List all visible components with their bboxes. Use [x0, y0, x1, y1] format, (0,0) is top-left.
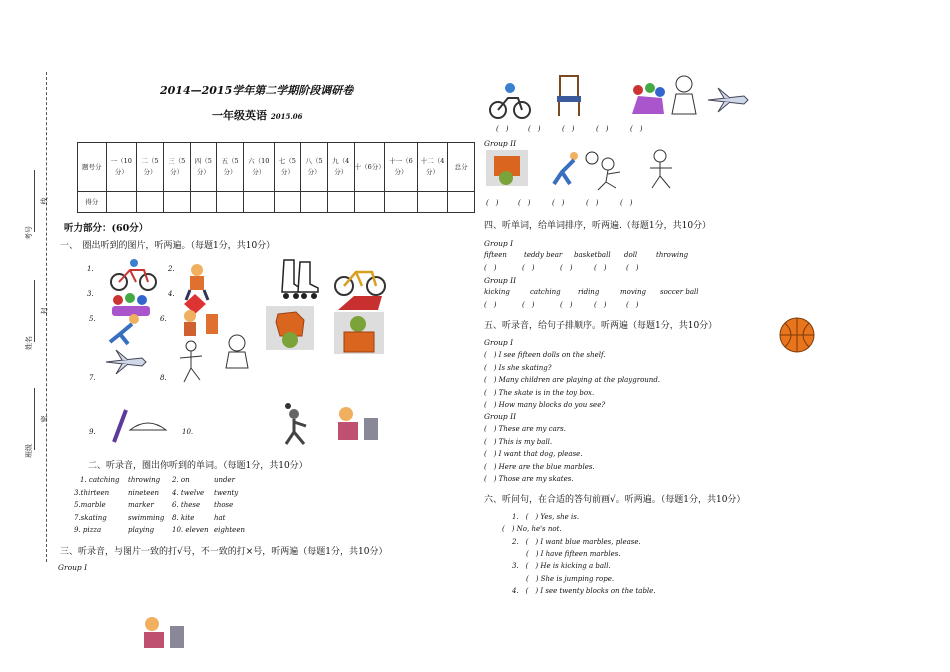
score-cell[interactable]	[417, 192, 448, 213]
q6-answer-option[interactable]: 2. ( ) I want blue marbles, please.	[512, 537, 641, 546]
q2-word[interactable]: throwing	[128, 476, 161, 484]
answer-bracket[interactable]: ( )	[596, 125, 609, 133]
q1-num-7: 7.	[89, 374, 96, 382]
q3-title: 三、听录音，与图片一致的打√号，不一致的打×号，听两遍（每题1分，共10分）	[60, 547, 388, 557]
airplane-icon	[102, 346, 148, 376]
q5-group2-label: Group II	[484, 412, 517, 421]
answer-bracket[interactable]: ( )	[626, 301, 639, 309]
banji-underline	[34, 388, 35, 450]
q2-word[interactable]: playing	[128, 526, 155, 534]
q6-answer-option[interactable]: ( ) No, he's not.	[502, 525, 562, 534]
doll-icon	[668, 74, 700, 118]
q5-sentence[interactable]: ( ) These are my cars.	[484, 425, 566, 433]
q1-num-10: 10.	[182, 428, 194, 436]
q2-word[interactable]: nineteen	[128, 488, 160, 497]
q4-word: moving	[620, 288, 647, 296]
q2-word[interactable]: hat	[214, 513, 226, 522]
child-catching-icon	[104, 312, 144, 348]
score-cell[interactable]	[301, 192, 328, 213]
q4-word: throwing	[656, 251, 689, 259]
score-header-cell: 六（10分）	[243, 143, 274, 192]
q6-answer-option[interactable]: ( ) She is jumping rope.	[526, 574, 615, 583]
chair-icon	[554, 74, 584, 118]
q6-answer-option[interactable]: 1. ( ) Yes, she is.	[512, 513, 580, 521]
q5-sentence[interactable]: ( ) Is she skating?	[484, 363, 552, 372]
score-header-cell: 五（5分）	[217, 143, 244, 192]
q5-sentence[interactable]: ( ) How many blocks do you see?	[484, 401, 606, 409]
dancer-icon	[174, 340, 208, 384]
score-header-cell: 四（5分）	[190, 143, 217, 192]
child-block-icon	[136, 614, 190, 650]
page-subtitle	[212, 107, 303, 123]
q2-word[interactable]: 2. on	[172, 476, 190, 484]
q1-num-2: 2.	[168, 265, 175, 273]
margin-kaohao: 考号	[25, 226, 33, 240]
margin-banji: 班级	[25, 444, 33, 458]
q5-group1-label: Group I	[484, 338, 514, 347]
score-header-cell: 九（4分）	[327, 143, 354, 192]
score-header-cell: 七（5分）	[274, 143, 301, 192]
bicycle-icon	[108, 258, 160, 292]
q5-sentence[interactable]: ( ) Here are the blue marbles.	[484, 462, 595, 471]
q4-word: teddy bear	[524, 251, 563, 259]
score-cell[interactable]	[327, 192, 354, 213]
answer-bracket[interactable]: ( )	[620, 199, 633, 207]
q2-word[interactable]: marker	[128, 501, 154, 509]
goalkeeper-icon	[548, 150, 584, 190]
score-row-label: 得分	[78, 192, 107, 213]
basketball-icon	[778, 316, 816, 354]
q2-word[interactable]: 7.skating	[74, 513, 107, 522]
answer-bracket[interactable]: ( )	[630, 125, 643, 133]
score-cell[interactable]	[190, 192, 217, 213]
binding-line	[46, 72, 47, 562]
doll-icon	[222, 334, 252, 374]
score-cell[interactable]	[217, 192, 244, 213]
score-cell[interactable]	[137, 192, 164, 213]
soccer-icon	[584, 150, 624, 192]
q2-word[interactable]: under	[214, 476, 235, 484]
listening-title: 听力部分：(60分）	[64, 223, 149, 234]
q2-title: 二、听录音，圈出你听到的单词。（每题1分，共10分）	[88, 461, 308, 471]
margin-mi: 密	[40, 415, 49, 423]
margin-feng: 封	[40, 307, 49, 315]
score-header-cell: 二（5分）	[137, 143, 164, 192]
q2-word[interactable]: 10. eleven	[172, 526, 209, 534]
subject-label: 一年级英语	[212, 109, 267, 122]
answer-bracket[interactable]: ( )	[594, 264, 607, 272]
q1-num-5: 5.	[89, 315, 96, 323]
score-header-cell: 八（5分）	[301, 143, 328, 192]
answer-bracket[interactable]: ( )	[626, 264, 639, 272]
answer-bracket[interactable]: ( )	[594, 301, 607, 309]
block-ball-icon	[266, 306, 314, 350]
q1-num-8: 8.	[160, 374, 167, 382]
q4-word: kicking	[484, 288, 510, 296]
answer-bracket[interactable]: ( )	[562, 125, 575, 133]
q2-word[interactable]: 3.thirteen	[74, 488, 110, 497]
q2-word[interactable]: 1. catching	[80, 476, 120, 484]
answer-bracket[interactable]: ( )	[496, 125, 509, 133]
q2-word[interactable]: those	[214, 501, 234, 509]
q1-num-1: 1.	[87, 265, 94, 273]
answer-bracket[interactable]: ( )	[560, 301, 573, 309]
roller-skates-icon	[278, 256, 322, 300]
kaohao-underline	[34, 170, 35, 232]
score-cell[interactable]	[106, 192, 137, 213]
answer-bracket[interactable]: ( )	[552, 199, 565, 207]
q4-word: basketball	[574, 251, 611, 259]
answer-bracket[interactable]: ( )	[486, 199, 499, 207]
q5-title: 五、听录音，给句子排顺序。听两遍（每题1分，共10分）	[484, 321, 718, 331]
q5-sentence[interactable]: ( ) Those are my skates.	[484, 475, 574, 483]
q4-word: riding	[578, 288, 600, 296]
q4-group1-label: Group I	[484, 239, 514, 248]
airplane-icon	[704, 86, 750, 114]
xingming-underline	[34, 280, 35, 342]
q5-sentence[interactable]: ( ) I want that dog, please.	[484, 450, 583, 458]
answer-bracket[interactable]: ( )	[484, 301, 497, 309]
q4-word: catching	[530, 288, 561, 296]
bicycle-icon	[488, 80, 532, 120]
answer-bracket[interactable]: ( )	[522, 301, 535, 309]
answer-bracket[interactable]: ( )	[586, 199, 599, 207]
q2-word[interactable]: 9. pizza	[74, 526, 102, 534]
skater-icon	[644, 148, 680, 192]
score-cell[interactable]	[448, 192, 475, 213]
q4-word: soccer ball	[660, 288, 699, 296]
marker-hat-icon	[108, 406, 168, 444]
score-header-cell: 题号分	[78, 143, 107, 192]
ball-block-icon	[334, 312, 384, 354]
score-table	[77, 142, 475, 213]
q6-answer-option[interactable]: 4. ( ) I see twenty blocks on the table.	[512, 586, 656, 595]
player-throwing-icon	[278, 402, 310, 446]
score-header-cell: 十（6分）	[354, 143, 385, 192]
answer-bracket[interactable]: ( )	[484, 264, 497, 272]
q4-word: fifteen	[484, 251, 507, 259]
margin-xian: 线	[40, 197, 49, 205]
q2-word[interactable]: twenty	[214, 488, 239, 497]
q2-word[interactable]: 5.marble	[74, 501, 106, 509]
score-header-cell: 总分	[448, 143, 475, 192]
q6-answer-option[interactable]: 3. ( ) He is kicking a ball.	[512, 562, 611, 571]
exam-date: 2015.06	[270, 112, 303, 121]
score-cell[interactable]	[163, 192, 190, 213]
q1-title: 一、 圈出听到的图片，听两遍。（每题1分，共10分）	[60, 241, 276, 251]
answer-bracket[interactable]: ( )	[518, 199, 531, 207]
q2-word[interactable]: swimming	[128, 513, 165, 522]
score-cell[interactable]	[274, 192, 301, 213]
score-header-cell: 三（5分）	[163, 143, 190, 192]
q1-num-3: 3.	[87, 290, 94, 298]
children-icon	[628, 80, 668, 116]
group2-label: Group II	[484, 139, 517, 148]
margin-xingming: 姓名	[25, 336, 33, 350]
answer-bracket[interactable]: ( )	[560, 264, 573, 272]
q5-sentence[interactable]: ( ) Many children are playing at the playground.	[484, 376, 661, 384]
q4-title: 四、听单词，给单词排序，听两遍.（每题1分，共10分）	[484, 221, 712, 231]
score-header-cell: 十一（6分）	[385, 143, 418, 192]
q6-answer-option[interactable]: ( ) I have fifteen marbles.	[526, 549, 621, 558]
q2-word[interactable]: eighteen	[214, 526, 245, 534]
red-toy-icon	[334, 294, 386, 312]
child-block-icon	[330, 404, 382, 444]
q2-word[interactable]: 4. twelve	[172, 488, 205, 497]
score-cell[interactable]	[243, 192, 274, 213]
q3-group-label: Group I	[58, 563, 88, 572]
page-title: 2014—2015学年第二学期阶段调研卷	[160, 84, 354, 97]
q5-sentence[interactable]: ( ) This is my ball.	[484, 437, 553, 446]
q1-num-9: 9.	[89, 428, 96, 436]
q2-word[interactable]: 6. these	[172, 501, 201, 509]
q1-num-4: 4.	[168, 290, 175, 298]
q4-word: doll	[624, 251, 638, 259]
q4-group2-label: Group II	[484, 276, 517, 285]
answer-bracket[interactable]: ( )	[522, 264, 535, 272]
score-header-cell: 一（10分）	[106, 143, 137, 192]
q5-sentence[interactable]: ( ) The skate is in the toy box.	[484, 388, 595, 397]
score-cell[interactable]	[385, 192, 418, 213]
q2-word[interactable]: 8. kite	[172, 513, 195, 522]
q5-sentence[interactable]: ( ) I see fifteen dolls on the shelf.	[484, 351, 606, 359]
block-ball-icon	[486, 150, 528, 186]
answer-bracket[interactable]: ( )	[528, 125, 541, 133]
child-throwing-icon	[178, 308, 220, 340]
score-header-cell: 十二（4分）	[417, 143, 448, 192]
score-cell[interactable]	[354, 192, 385, 213]
q1-num-6: 6.	[160, 315, 167, 323]
q6-title: 六、听问句，在合适的答句前画√。听两遍。（每题1分，共10分）	[484, 495, 746, 505]
bicycle-icon	[332, 262, 388, 298]
